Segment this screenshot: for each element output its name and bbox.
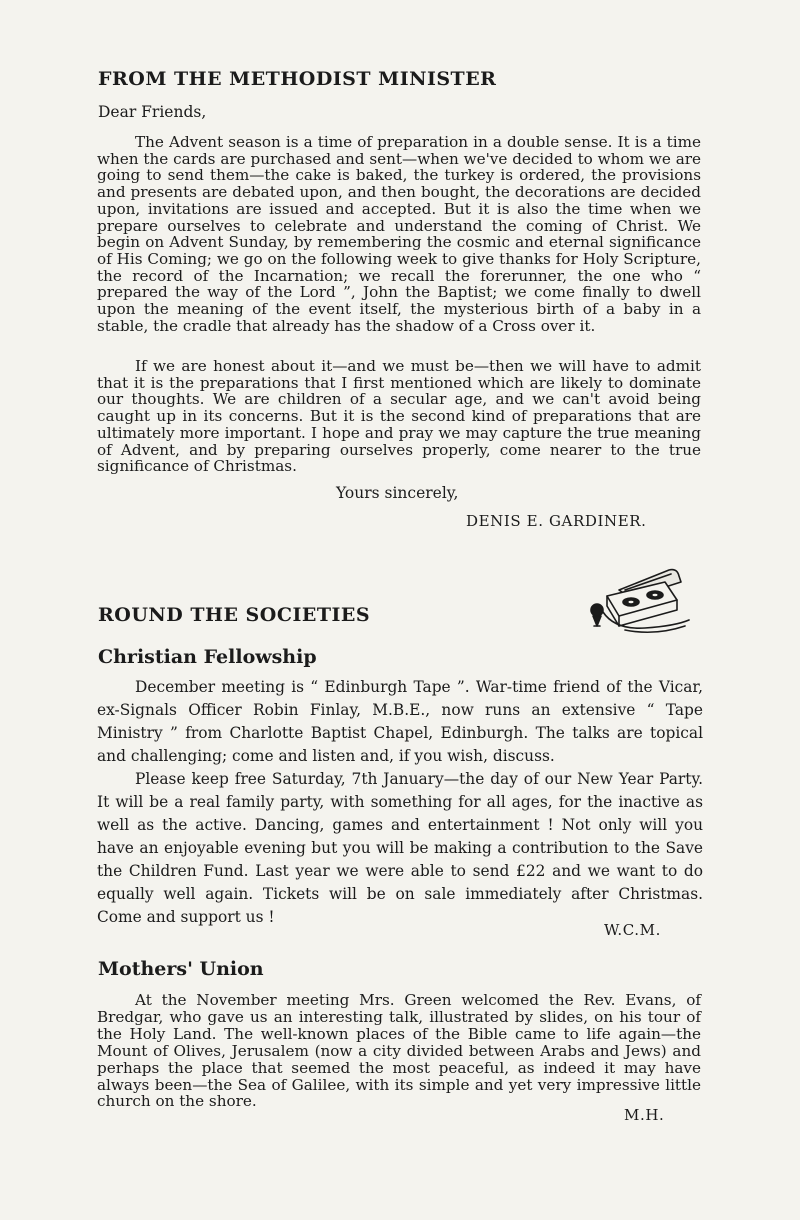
mothers-union-paragraph: At the November meeting Mrs. Green welcomed the Rev. Evans, of Bredgar, who gave us an interesting talk, illustrated by slides, on his tour of the Holy Land. The well-known places of the Bible came to life again—the Mount of Olives, Jerusalem (now a city divided between Arabs and Jews) and perhaps the place that seemed the most peaceful, as indeed it may have always been—the Sea of Galilee, with its simple and yet very impressive little church on the shore. — [97, 991, 701, 1111]
signature: DENIS E. GARDINER. — [466, 512, 647, 530]
methodist-heading: FROM THE METHODIST MINISTER — [98, 68, 497, 90]
closing: Yours sincerely, — [336, 484, 459, 502]
tape-recorder-icon — [585, 560, 695, 636]
methodist-paragraph-2: If we are honest about it—and we must be—then we will have to admit that it is the preparations that I first mentioned which are likely to dominate our thoughts. We are children of a secular age, and we can't avoid being caught up in its concerns. But it is the second kind of preparations that are ultimately more important. I hope and pray we may capture the true meaning of Advent, and by preparing ourselves properly, come nearer to the true significance of Christmas. — [97, 357, 701, 476]
fellowship-paragraph-2: Please keep free Saturday, 7th January—the day of our New Year Party. It will be a real family party, with something for all ages, for the inactive as well as the active. Dancing, games and entertainment ! Not only will you have an enjoyable evening but you will be making a contribution to the Save the Children Fund. Last year we were able to send £22 and we want to do equally well again. Tickets will be on sale immediately after Christmas. Come and support us ! — [97, 770, 703, 926]
methodist-paragraph-1: The Advent season is a time of preparation in a double sense. It is a time when the cards are purchased and sent—when we've decided to whom we are going to send them—the cake is baked, the turkey is ordered, the provisions and presents are debated upon, and then bought, the decorations are decided upon, invitations are issued and accepted. But it is also the time when we prepare ourselves to celebrate and understand the coming of Christ. We begin on Advent Sunday, by remembering the cosmic and eternal significance of His Coming; we go on the following week to give thanks for Holy Scripture, the record of the Incarnation; we recall the forerunner, the one who “ prepared the way of the Lord ”, John the Baptist; we come finally to dwell upon the meaning of the event itself, the mysterious birth of a baby in a stable, the cradle that already has the shadow of a Cross over it. — [97, 133, 701, 335]
societies-heading: ROUND THE SOCIETIES — [98, 604, 371, 626]
mothers-union-title: Mothers' Union — [98, 958, 264, 980]
fellowship-paragraph-1: December meeting is “ Edinburgh Tape ”. War-time friend of the Vicar, ex-Signals Officer Robin Finlay, M.B.E., now runs an extensive “ Tape Ministry ” from Charlotte Baptist Chapel, Edinburgh. The talks are topical and challenging; come and listen and, if you wish, discuss. — [97, 678, 703, 765]
fellowship-initials: W.C.M. — [604, 921, 662, 939]
salutation: Dear Friends, — [98, 103, 207, 121]
fellowship-title: Christian Fellowship — [98, 646, 317, 668]
mothers-union-initials: M.H. — [624, 1106, 665, 1124]
